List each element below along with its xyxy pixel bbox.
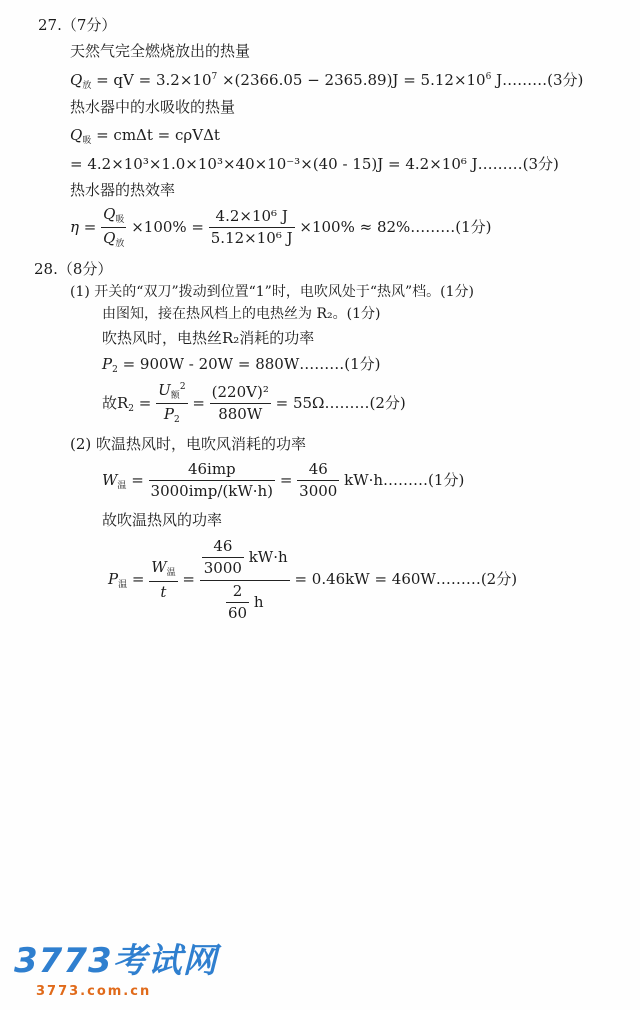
q28-part2-line3: 故吹温热风的功率: [102, 511, 223, 529]
q28-part2-line1: (2) 吹温热风时，电吹风消耗的功率: [70, 435, 307, 453]
q28-part1-line2: 由图知，接在热风档上的电热丝为 R₂。(1分): [102, 306, 381, 322]
q27-number: 27.（7分）: [38, 16, 117, 34]
q28-pw-fraction: $\frac{W_温}{t}$: [151, 558, 176, 601]
q27-heat-released-label: 天然气完全燃烧放出的热量: [70, 42, 251, 60]
q28-part1-line3: 吹热风时，电热丝R₂消耗的功率: [102, 329, 315, 347]
q28-pw-value-fraction: $\frac{46}{3000}$ kW·h $\frac{2}{60}$ h: [200, 538, 290, 622]
q28-r2-value-fraction: $\frac{\text{(220V)²}}{880W}$: [211, 383, 269, 424]
q28-pw-bottom-fraction: $\frac{2}{60}$: [227, 581, 248, 622]
q28-w-fraction: $\frac{\text{46imp}}{\text{3000imp/(kW·h)}}$: [150, 460, 274, 501]
q27-efficiency-formula: η = $\frac{Q_吸}{Q_放}$ ×100% = $\frac{\text{4.2×10⁶ J}}{\text{5.12×10⁶ J}}$ ×100% ≈ 82%………(1分): [70, 205, 492, 250]
q28-pw-formula: $P_温$ = $\frac{W_温}{t}$ = $\frac{46}{3000}$ kW·h $\frac{2}{60}$ h = 0.46kW = 460W………(2分): [108, 537, 518, 622]
q28-number: 28.（8分）: [34, 260, 113, 278]
q27-heat-released-formula: $Q_放$ = qV = $3.2\times 10^7 \times(2366.05 - 2365.89)J = 5.12\times 10^6$ J………(3分): [70, 71, 584, 91]
q27-efficiency-label: 热水器的热效率: [70, 181, 176, 199]
q28-w-formula: $W_温$ = $\frac{\text{46imp}}{\text{3000imp/(kW·h)}}$ = $\frac{46}{3000}$ kW·h………(1分): [102, 460, 465, 501]
q27-heat-absorbed-calc: = 4.2×10³×1.0×10³×40×10⁻³×(40 - 15)J = 4.2×10⁶ J………(3分): [70, 155, 559, 173]
q28-part1-line1: (1) 开关的“双刀”拨动到位置“1”时，电吹风处于“热风”档。(1分): [70, 284, 474, 300]
q28-r2-fraction: $\frac{U_额^2}{P_2}$: [158, 381, 186, 426]
watermark-brand: 3773考试网: [14, 941, 218, 981]
q28-p2-formula: $P_2 = 900W - 20W$ = 880W………(1分): [102, 355, 381, 375]
q27-heat-absorbed-label: 热水器中的水吸收的热量: [70, 98, 236, 116]
q27-eta-fraction: $\frac{Q_吸}{Q_放}$: [103, 205, 125, 250]
q27-heat-absorbed-formula: $Q_吸 = cm\Delta t = c\rho V\Delta t$: [70, 126, 220, 146]
q28-pw-inner-fraction: $\frac{46}{3000}$: [203, 537, 242, 578]
q27-eta-value-fraction: $\frac{\text{4.2×10⁶ J}}{\text{5.12×10⁶ J}}$: [210, 207, 293, 248]
watermark-url: 3773.com.cn: [36, 984, 152, 999]
q28-r2-formula: 故$R_2$ = $\frac{U_额^2}{P_2}$ = $\frac{\text{(220V)²}}{880W}$ = 55Ω………(2分): [102, 381, 406, 426]
q28-w-value-fraction: $\frac{46}{3000}$: [299, 460, 338, 501]
